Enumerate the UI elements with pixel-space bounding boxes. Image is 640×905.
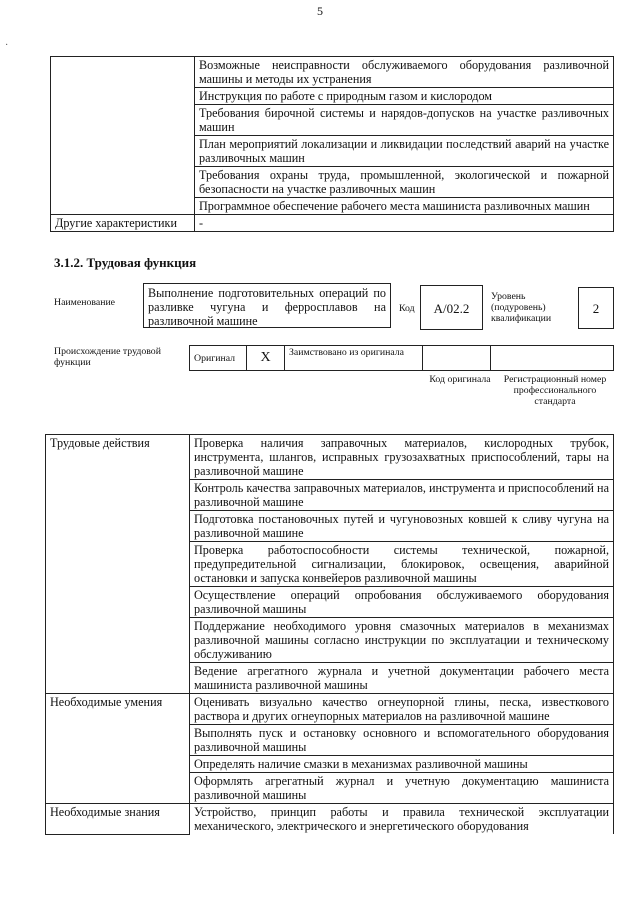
list-item: Поддержание необходимого уровня смазочных материалов в механизмах разливочной машины согласно инструкции по эксплуатации и техническому обслуживанию bbox=[190, 618, 614, 663]
list-item: Устройство, принцип работы и правила технической эксплуатации механического, электрического и энергетического оборудования bbox=[190, 804, 614, 835]
empty-label-cell bbox=[51, 57, 195, 215]
original-mark: X bbox=[247, 346, 285, 371]
list-item: Контроль качества заправочных материалов, инструмента и приспособлений на разливочной машине bbox=[190, 480, 614, 511]
list-item: План мероприятий локализации и ликвидации последствий аварий на участке разливочных машин bbox=[195, 136, 614, 167]
registration-cell bbox=[491, 346, 614, 371]
top-table bbox=[50, 56, 614, 232]
page-number: 5 bbox=[317, 4, 323, 18]
list-item: Осуществление операций опробования обслуживаемого оборудования разливочной машины bbox=[190, 587, 614, 618]
code-label: Код bbox=[399, 303, 415, 314]
knowledge-label: Необходимые знания bbox=[46, 804, 190, 835]
list-item: Программное обеспечение рабочего места машиниста разливочных машин bbox=[195, 198, 614, 215]
list-item: Оценивать визуально качество огнеупорной глины, песка, известкового раствора и других огнеупорных материалов на разливочной машине bbox=[190, 694, 614, 725]
list-item: Выполнять пуск и остановку основного и вспомогательного оборудования разливочной машины bbox=[190, 725, 614, 756]
section-heading: 3.1.2. Трудовая функция bbox=[54, 255, 197, 270]
level-value: 2 bbox=[578, 287, 614, 329]
list-item: Определять наличие смазки в механизмах разливочной машины bbox=[190, 756, 614, 773]
list-item: Инструкция по работе с природным газом и кислородом bbox=[195, 88, 614, 105]
origin-table bbox=[189, 345, 614, 371]
list-item: Подготовка постановочных путей и чугуновозных ковшей к сливу чугуна на разливочной машине bbox=[190, 511, 614, 542]
table-row bbox=[46, 694, 614, 725]
level-label: Уровень (подуровень) квалификации bbox=[491, 291, 552, 324]
original-label: Оригинал bbox=[190, 346, 247, 371]
table-row bbox=[46, 804, 614, 835]
table-row bbox=[46, 435, 614, 480]
other-characteristics-label: Другие характеристики bbox=[51, 215, 195, 232]
list-item: Возможные неисправности обслуживаемого оборудования разливочной машины и методы их устранения bbox=[195, 57, 614, 88]
function-name: Выполнение подготовительных операций по разливке чугуна и ферросплавов на разливочной машине bbox=[143, 283, 391, 328]
list-item: Требования охраны труда, промышленной, экологической и пожарной безопасности на участке разливочных машин bbox=[195, 167, 614, 198]
other-characteristics-value: - bbox=[195, 215, 614, 232]
main-table bbox=[45, 434, 614, 835]
scan-mark: · bbox=[5, 40, 9, 51]
origin-code-cell bbox=[423, 346, 491, 371]
borrowed-label: Заимствовано из оригинала bbox=[285, 346, 423, 371]
registration-caption: Регистрационный номер профессионального стандарта bbox=[503, 374, 607, 407]
skills-label: Необходимые умения bbox=[46, 694, 190, 804]
code-caption: Код оригинала bbox=[429, 374, 491, 385]
table-row bbox=[51, 215, 614, 232]
list-item: Проверка наличия заправочных материалов, кислородных трубок, инструмента, шлангов, исправных грузозахватных приспособлений, тары на разливочной машине bbox=[190, 435, 614, 480]
name-label: Наименование bbox=[54, 297, 116, 308]
list-item: Проверка работоспособности системы технической, пожарной, предупредительной сигнализации, блокировок, освещения, аварийной остановки и запуска конвейеров разливочной машины bbox=[190, 542, 614, 587]
list-item: Требования бирочной системы и нарядов-допусков на участке разливочных машин bbox=[195, 105, 614, 136]
list-item: Оформлять агрегатный журнал и учетную документацию машиниста разливочной машины bbox=[190, 773, 614, 804]
labor-actions-label: Трудовые действия bbox=[46, 435, 190, 694]
origin-label: Происхождение трудовой функции bbox=[54, 346, 161, 368]
list-item: Ведение агрегатного журнала и учетной документации рабочего места машиниста разливочной машины bbox=[190, 663, 614, 694]
table-row bbox=[51, 57, 614, 88]
code-value: А/02.2 bbox=[420, 285, 483, 330]
